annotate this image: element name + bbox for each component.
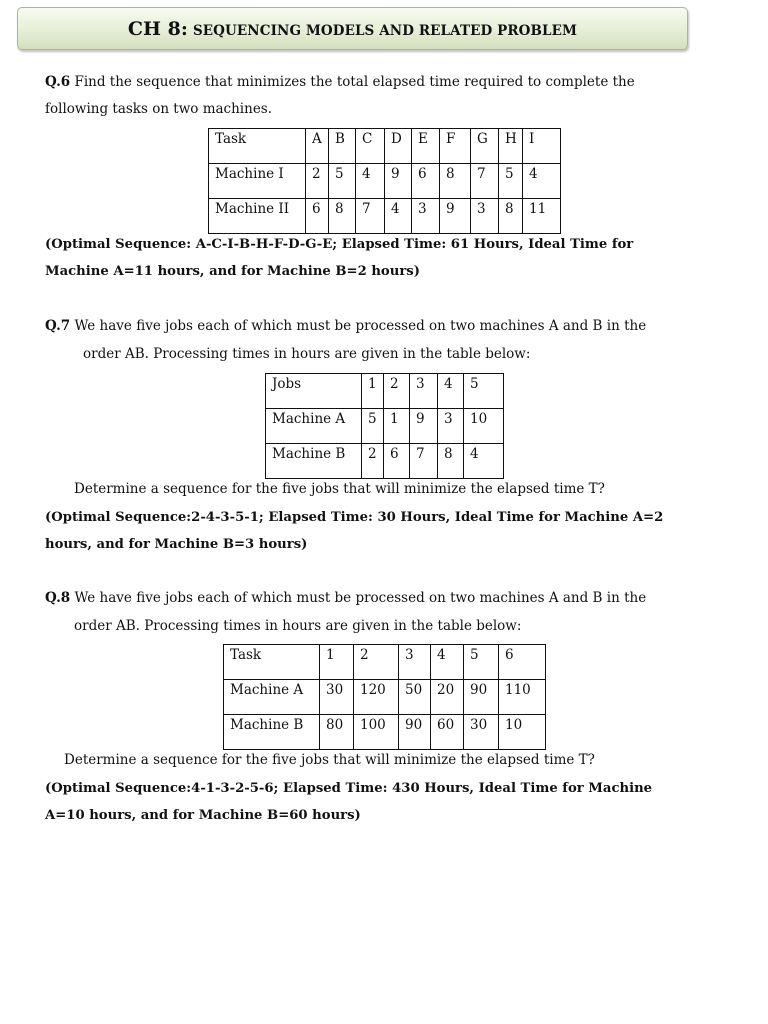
table-cell: 1 <box>384 409 410 444</box>
table-cell: 7 <box>410 444 438 479</box>
table-cell: A <box>306 129 329 164</box>
table-row <box>266 374 504 409</box>
table-cell: 1 <box>362 374 384 409</box>
table-cell: 8 <box>440 164 471 199</box>
table-cell: 50 <box>399 680 431 715</box>
table-cell: H <box>499 129 523 164</box>
table-cell: 8 <box>499 199 523 234</box>
table-cell: 3 <box>471 199 499 234</box>
q8-table <box>223 644 546 750</box>
table-cell: Jobs <box>266 374 362 409</box>
table-cell: 9 <box>410 409 438 444</box>
table-cell: 2 <box>384 374 410 409</box>
table-cell: 5 <box>464 645 499 680</box>
q8-answer-line2: A=10 hours, and for Machine B=60 hours) <box>45 808 361 823</box>
table-cell: 9 <box>440 199 471 234</box>
table-cell: 7 <box>356 199 385 234</box>
table-row <box>209 129 561 164</box>
q7-table <box>265 373 504 479</box>
q7-statement-line1 <box>45 313 646 341</box>
table-cell: 3 <box>412 199 440 234</box>
table-cell: 3 <box>438 409 464 444</box>
table-cell: 10 <box>464 409 504 444</box>
table-row <box>224 680 546 715</box>
table-cell: 3 <box>399 645 431 680</box>
table-cell: 90 <box>399 715 431 750</box>
q6-label: Q.6 <box>45 74 71 90</box>
table-cell: 8 <box>329 199 356 234</box>
table-cell: 30 <box>464 715 499 750</box>
table-row <box>224 645 546 680</box>
q6-answer-line2: Machine A=11 hours, and for Machine B=2 hours) <box>45 264 420 279</box>
table-cell: B <box>329 129 356 164</box>
table-cell: 6 <box>384 444 410 479</box>
table-cell: 60 <box>431 715 464 750</box>
table-cell: 9 <box>385 164 412 199</box>
table-cell: 5 <box>499 164 523 199</box>
table-cell: 2 <box>354 645 399 680</box>
table-cell: 4 <box>356 164 385 199</box>
table-cell: D <box>385 129 412 164</box>
table-cell: 120 <box>354 680 399 715</box>
table-cell: Machine I <box>209 164 306 199</box>
table-cell: G <box>471 129 499 164</box>
table-cell: I <box>523 129 561 164</box>
chapter-header <box>17 7 688 50</box>
table-cell: 5 <box>464 374 504 409</box>
table-cell: 7 <box>471 164 499 199</box>
q7-label: Q.7 <box>45 318 71 334</box>
table-cell: 90 <box>464 680 499 715</box>
table-cell: F <box>440 129 471 164</box>
table-cell: 2 <box>306 164 329 199</box>
q7-question: Determine a sequence for the five jobs that will minimize the elapsed time T? <box>74 481 605 497</box>
table-cell: E <box>412 129 440 164</box>
table-cell: Task <box>209 129 306 164</box>
table-cell: Machine II <box>209 199 306 234</box>
table-cell: 11 <box>523 199 561 234</box>
q8-answer-line1: (Optimal Sequence:4-1-3-2-5-6; Elapsed Time: 430 Hours, Ideal Time for Machine <box>45 781 653 796</box>
table-cell: 110 <box>499 680 546 715</box>
table-row <box>209 164 561 199</box>
table-cell: Task <box>224 645 320 680</box>
table-cell: 6 <box>412 164 440 199</box>
chapter-number: CH 8: <box>127 18 188 40</box>
table-cell: Machine A <box>266 409 362 444</box>
table-cell: 4 <box>523 164 561 199</box>
q8-label: Q.8 <box>45 590 71 606</box>
q7-text-line2: order AB. Processing times in hours are given in the table below: <box>83 346 531 362</box>
q8-question: Determine a sequence for the five jobs that will minimize the elapsed time T? <box>64 752 595 768</box>
table-cell: 4 <box>438 374 464 409</box>
table-cell: 5 <box>329 164 356 199</box>
table-cell: Machine A <box>224 680 320 715</box>
q7-text-line1: We have five jobs each of which must be processed on two machines A and B in the <box>74 318 647 334</box>
q6-table <box>208 128 561 234</box>
table-cell: 8 <box>438 444 464 479</box>
table-cell: 4 <box>464 444 504 479</box>
table-cell: 30 <box>320 680 354 715</box>
q7-answer-line1: (Optimal Sequence:2-4-3-5-1; Elapsed Time: 30 Hours, Ideal Time for Machine A=2 <box>45 510 664 525</box>
table-cell: C <box>356 129 385 164</box>
table-row <box>209 199 561 234</box>
table-cell: 3 <box>410 374 438 409</box>
table-cell: 6 <box>306 199 329 234</box>
q8-text-line2: order AB. Processing times in hours are given in the table below: <box>74 618 522 634</box>
table-row <box>266 444 504 479</box>
table-cell: 6 <box>499 645 546 680</box>
table-cell: 2 <box>362 444 384 479</box>
q8-text-line1: We have five jobs each of which must be processed on two machines A and B in the <box>74 590 647 606</box>
table-cell: 4 <box>385 199 412 234</box>
table-cell: 5 <box>362 409 384 444</box>
chapter-title: SEQUENCING MODELS AND RELATED PROBLEM <box>192 23 578 39</box>
q7-answer-line2: hours, and for Machine B=3 hours) <box>45 537 308 552</box>
table-row <box>266 409 504 444</box>
q6-answer-line1: (Optimal Sequence: A-C-I-B-H-F-D-G-E; Elapsed Time: 61 Hours, Ideal Time for <box>45 237 634 252</box>
table-row <box>224 715 546 750</box>
q8-statement-line1 <box>45 585 646 613</box>
table-cell: 20 <box>431 680 464 715</box>
table-cell: 10 <box>499 715 546 750</box>
table-cell: 100 <box>354 715 399 750</box>
q6-statement-line1 <box>45 69 635 97</box>
table-cell: Machine B <box>224 715 320 750</box>
table-cell: 4 <box>431 645 464 680</box>
q6-text-line1: Find the sequence that minimizes the total elapsed time required to complete the <box>74 74 635 90</box>
table-cell: 80 <box>320 715 354 750</box>
table-cell: 1 <box>320 645 354 680</box>
q6-text-line2: following tasks on two machines. <box>45 101 273 117</box>
table-cell: Machine B <box>266 444 362 479</box>
